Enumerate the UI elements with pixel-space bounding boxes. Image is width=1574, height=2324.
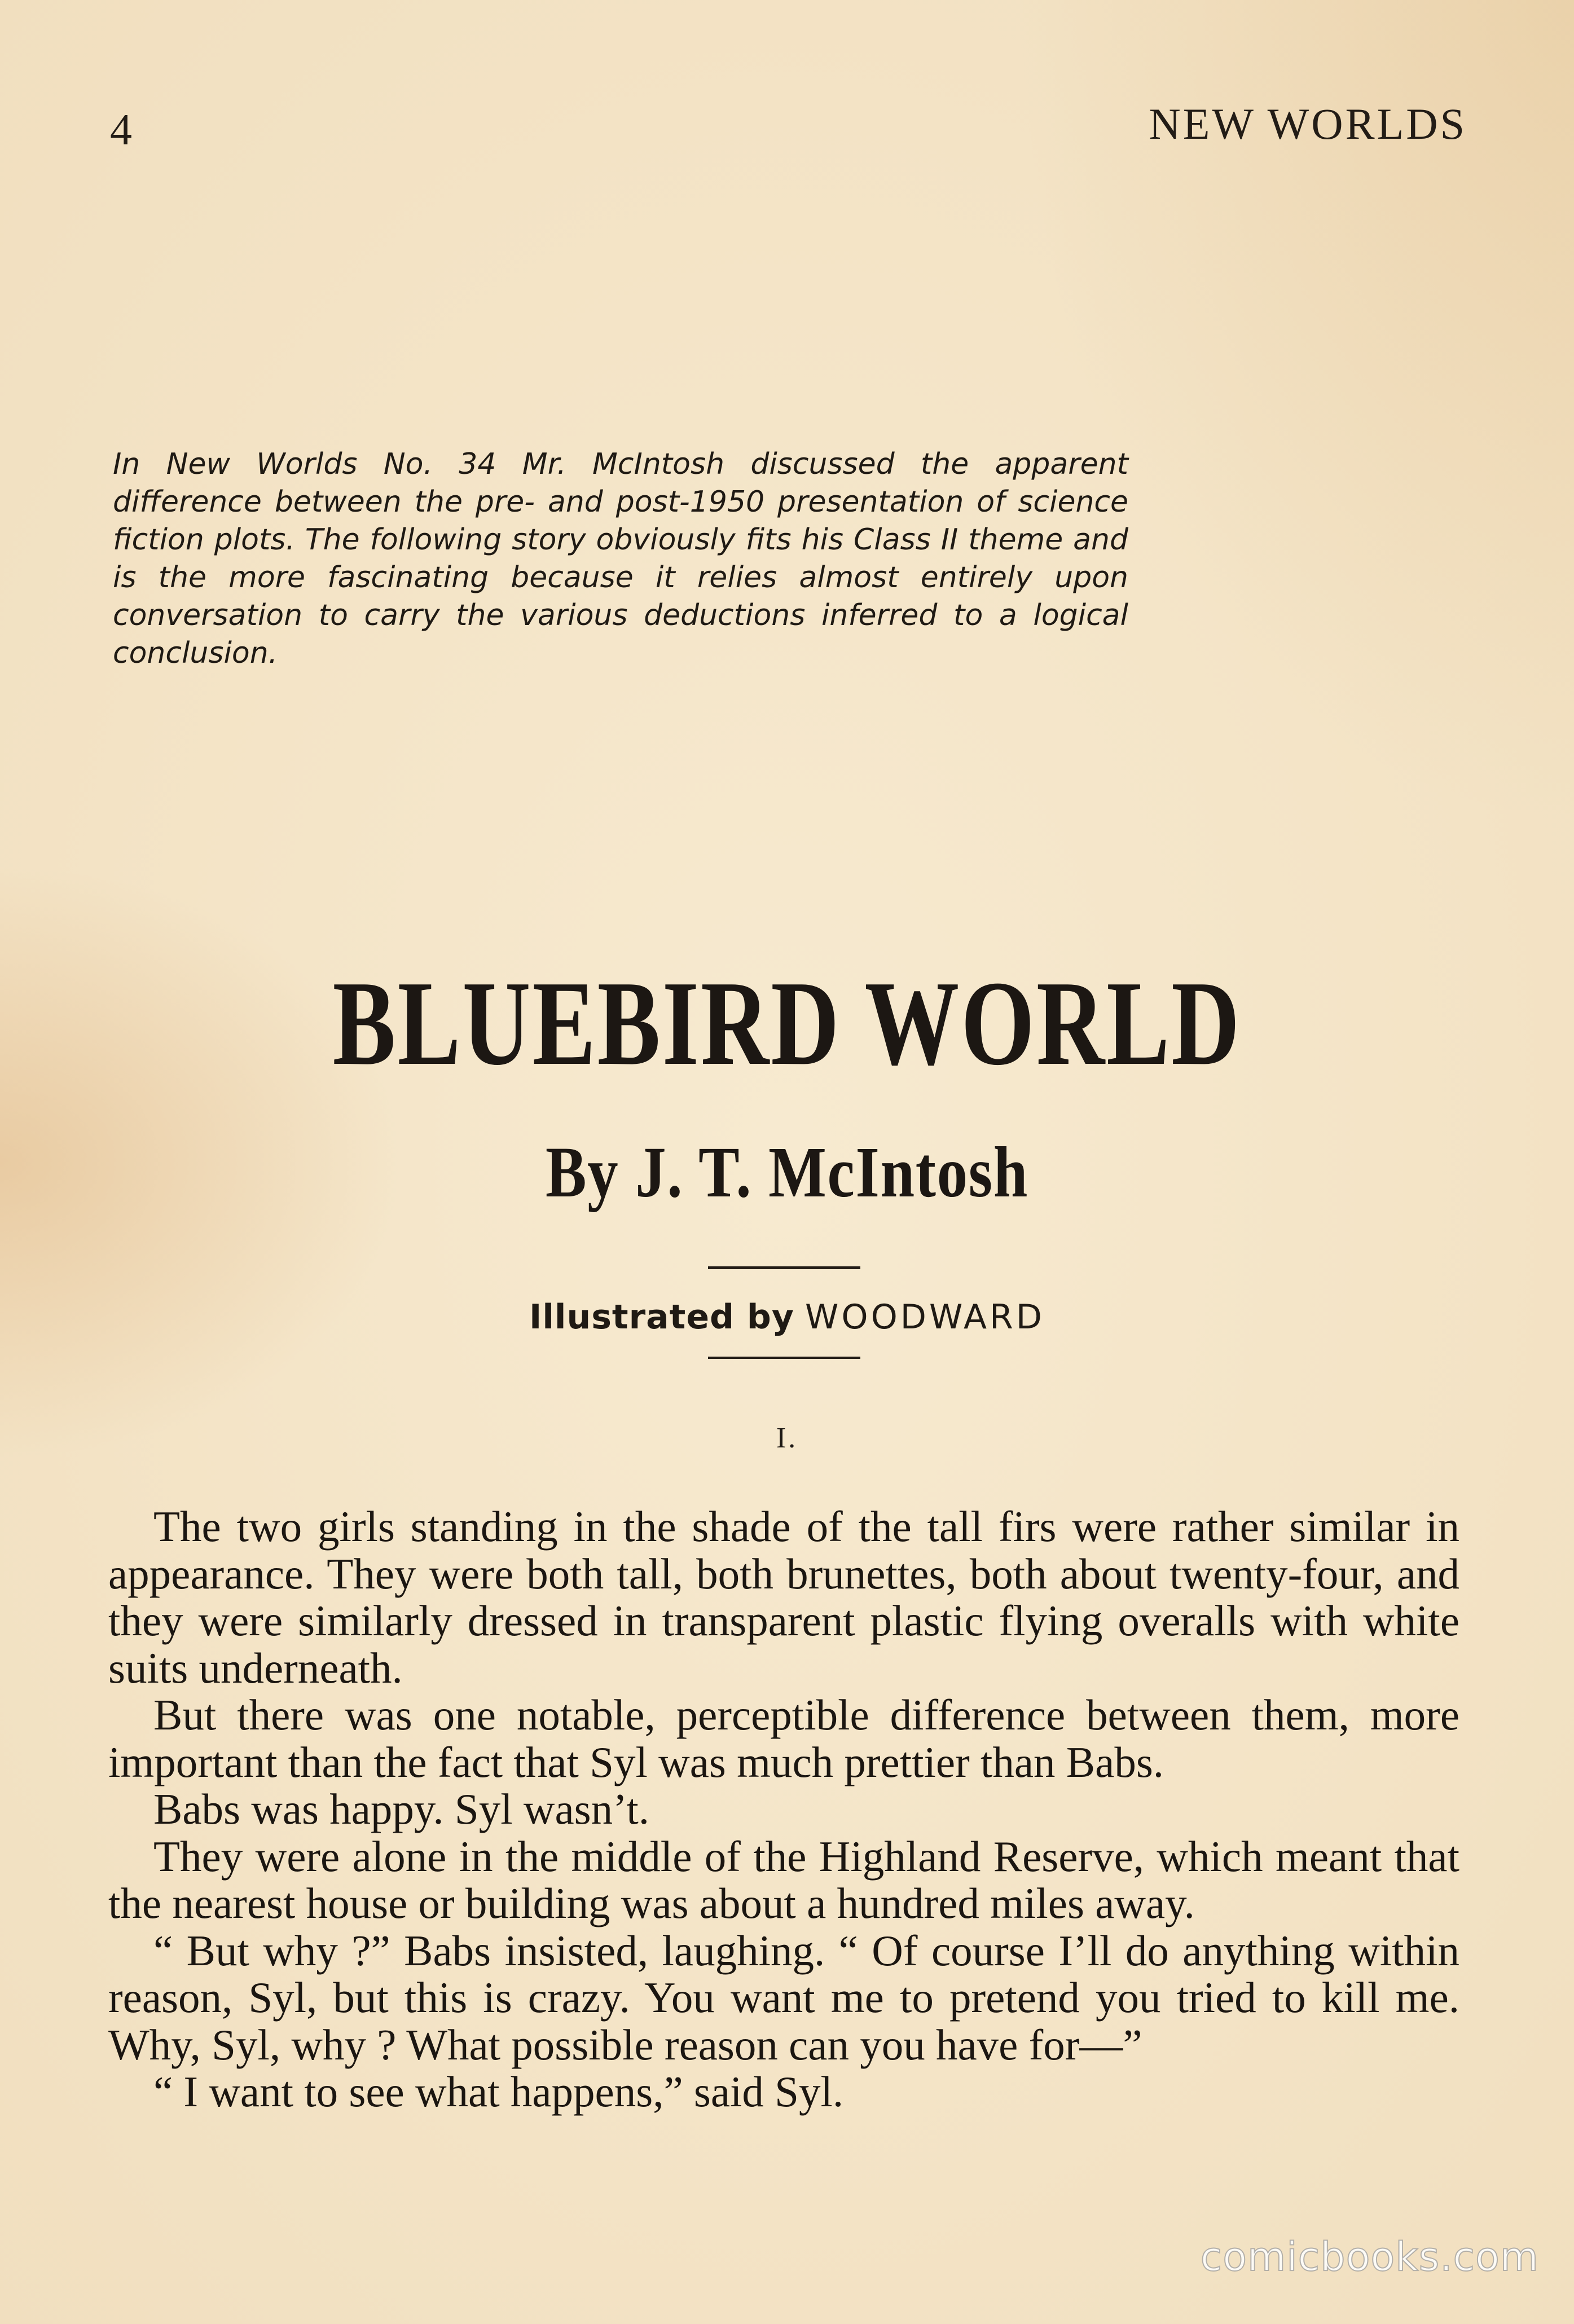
paragraph: But there was one notable, perceptible difference between them, more important than the fact that Syl was much prettier than Babs. — [108, 1691, 1459, 1786]
paragraph: They were alone in the middle of the Highland Reserve, which meant that the nearest house or building was about a hundred miles away. — [108, 1832, 1459, 1927]
illustrated-by-label: Illustrated by — [529, 1297, 794, 1337]
paragraph: “ But why ?” Babs insisted, laughing. “ Of course I’ll do anything within reason, Syl, but this is crazy. You want me to pretend you tried to kill me. Why, Syl, why ? What possible reason can you have for—” — [108, 1926, 1459, 2069]
paragraph: The two girls standing in the shade of the tall firs were rather similar in appearance. They were both tall, both brunettes, both about twenty-four, and they were similarly dressed in transparent plastic flying overalls with white suits underneath. — [108, 1502, 1459, 1692]
illustrator-credit — [0, 1297, 1574, 1337]
running-head: NEW WORLDS — [1149, 99, 1467, 148]
divider-rule-bottom — [708, 1357, 860, 1359]
paragraph: Babs was happy. Syl wasn’t. — [153, 1785, 650, 1833]
story-byline: By J. T. McIntosh — [545, 1132, 1029, 1212]
watermark: comicbooks.com — [1200, 2234, 1539, 2280]
paragraph: “ I want to see what happens,” said Syl. — [153, 2067, 844, 2116]
story-title: BLUEBIRD WORLD — [332, 956, 1242, 1090]
illustrator-name: WOODWARD — [805, 1297, 1045, 1337]
story-body — [108, 1503, 1459, 2116]
editorial-intro: In New Worlds No. 34 Mr. McIntosh discussed the apparent difference between the pre- and post-1950 presentation of science fiction plots. The following story obviously fits his Class II theme and is the more fascinating because it relies almost entirely upon conversation to carry the various deductions inferred to a logical conclusion. — [113, 447, 1128, 670]
divider-rule-top — [708, 1266, 860, 1269]
section-number: I. — [776, 1422, 798, 1454]
page-number: 4 — [110, 105, 132, 154]
